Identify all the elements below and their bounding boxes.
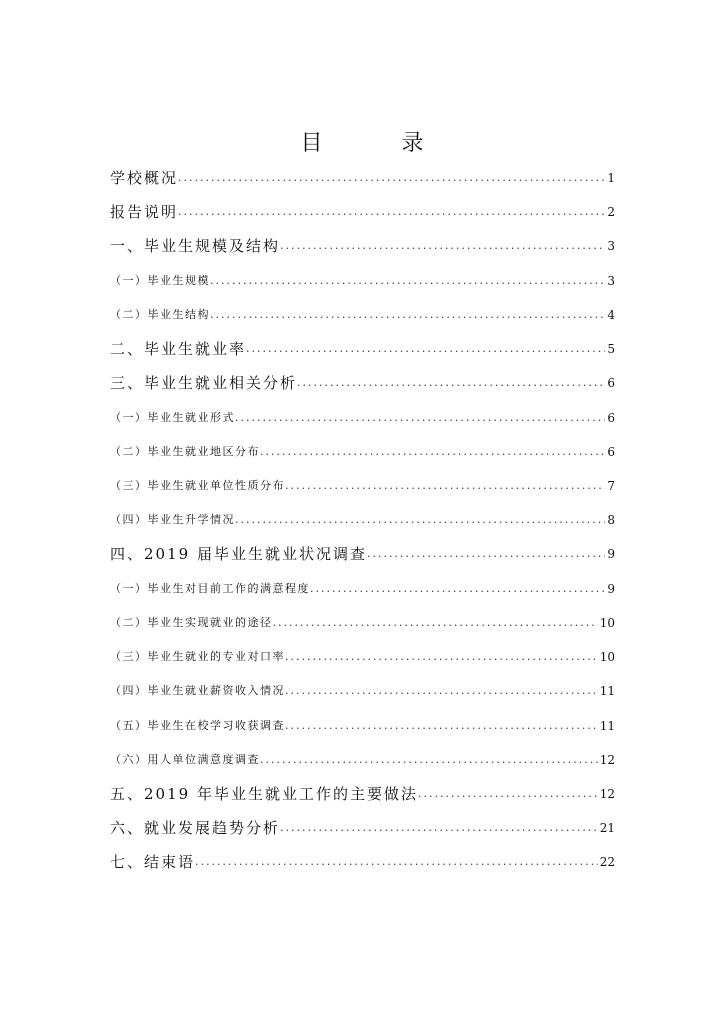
toc-dot-leader	[260, 750, 598, 770]
toc-entry[interactable]	[110, 305, 615, 325]
toc-entry-label: 二、毕业生就业率	[110, 340, 247, 358]
toc-entry[interactable]	[110, 373, 615, 393]
toc-title: 目 录	[300, 131, 460, 156]
toc-entry-label: 五、2019 年毕业生就业工作的主要做法	[110, 785, 418, 803]
toc-dot-leader	[285, 647, 598, 667]
toc-entry[interactable]	[110, 442, 615, 462]
toc-page-number: 11	[599, 684, 615, 698]
toc-entry-label: （五）毕业生在校学习收获调查	[110, 719, 285, 732]
toc-dot-leader	[285, 476, 605, 496]
toc-page-number: 22	[599, 855, 615, 869]
toc-dot-leader	[246, 339, 605, 359]
toc-entry-label: （四）毕业生就业薪资收入情况	[110, 684, 285, 697]
toc-entry-label: 一、毕业生规模及结构	[110, 237, 281, 255]
toc-dot-leader	[195, 852, 598, 872]
toc-page-number: 10	[599, 650, 615, 664]
toc-entry[interactable]	[110, 647, 615, 667]
toc-entry-label: （二）毕业生结构	[110, 308, 210, 321]
toc-entry[interactable]	[110, 579, 615, 599]
toc-entry[interactable]	[110, 852, 615, 872]
toc-dot-leader	[178, 168, 605, 188]
toc-entry-label: （一）毕业生规模	[110, 274, 210, 287]
toc-page-number: 6	[607, 445, 615, 459]
toc-entry[interactable]	[110, 339, 615, 359]
toc-dot-leader	[280, 818, 598, 838]
toc-entry-label: （三）毕业生就业的专业对口率	[110, 650, 285, 663]
toc-entry-label: （二）毕业生就业地区分布	[110, 445, 260, 458]
toc-entry[interactable]	[110, 202, 615, 222]
toc-entry[interactable]	[110, 476, 615, 496]
toc-page-number: 6	[607, 411, 615, 425]
toc-page-number: 12	[599, 753, 615, 767]
toc-page-number: 2	[607, 205, 615, 219]
toc-dot-leader	[273, 613, 598, 633]
toc-entry-label: 四、2019 届毕业生就业状况调查	[110, 545, 367, 563]
toc-page-number: 9	[607, 582, 615, 596]
toc-entry[interactable]	[110, 750, 615, 770]
toc-dot-leader	[210, 271, 605, 291]
toc-entry[interactable]	[110, 408, 615, 428]
toc-dot-leader	[310, 579, 605, 599]
toc-dot-leader	[285, 681, 598, 701]
toc-dot-leader	[418, 784, 598, 804]
toc-entry[interactable]	[110, 271, 615, 291]
toc-dot-leader	[367, 544, 605, 564]
toc-page-number: 21	[599, 821, 615, 835]
toc-page-number: 7	[607, 479, 615, 493]
toc-dot-leader	[297, 373, 605, 393]
toc-entry-label: （二）毕业生实现就业的途径	[110, 616, 273, 629]
toc-page-number: 3	[607, 274, 615, 288]
toc-dot-leader	[260, 442, 605, 462]
toc-entry-label: （四）毕业生升学情况	[110, 513, 235, 526]
toc-entry-label: 学校概况	[110, 169, 179, 187]
toc-page-number: 1	[607, 171, 615, 185]
toc-entry[interactable]	[110, 784, 615, 804]
toc-page-number: 11	[599, 719, 615, 733]
toc-page-number: 6	[607, 376, 615, 390]
toc-entry[interactable]	[110, 681, 615, 701]
toc-entry[interactable]	[110, 818, 615, 838]
toc-entry-label: 六、就业发展趋势分析	[110, 819, 281, 837]
toc-entry-label: （六）用人单位满意度调查	[110, 753, 260, 766]
toc-entry[interactable]	[110, 236, 615, 256]
toc-page-number: 5	[607, 342, 615, 356]
toc-entry-label: （一）毕业生对目前工作的满意程度	[110, 582, 310, 595]
toc-entry-label: （一）毕业生就业形式	[110, 411, 235, 424]
toc-entry[interactable]	[110, 613, 615, 633]
toc-entry-label: 七、结束语	[110, 853, 196, 871]
toc-entry[interactable]	[110, 544, 615, 564]
toc-entry[interactable]	[110, 716, 615, 736]
toc-page-number: 12	[599, 787, 615, 801]
toc-dot-leader	[178, 202, 605, 222]
toc-dot-leader	[235, 510, 605, 530]
toc-page-number: 3	[607, 239, 615, 253]
toc-page-number: 8	[607, 513, 615, 527]
toc-entry-label: （三）毕业生就业单位性质分布	[110, 479, 285, 492]
toc-page-number: 9	[607, 547, 615, 561]
toc-dot-leader	[280, 236, 605, 256]
toc-entry-label: 三、毕业生就业相关分析	[110, 374, 298, 392]
toc-dot-leader	[210, 305, 605, 325]
toc-page-number: 4	[607, 308, 615, 322]
toc-entry[interactable]	[110, 168, 615, 188]
toc-dot-leader	[285, 716, 598, 736]
toc-page-number: 10	[599, 616, 615, 630]
toc-dot-leader	[235, 408, 605, 428]
toc-entry[interactable]	[110, 510, 615, 530]
toc-entry-label: 报告说明	[110, 203, 179, 221]
